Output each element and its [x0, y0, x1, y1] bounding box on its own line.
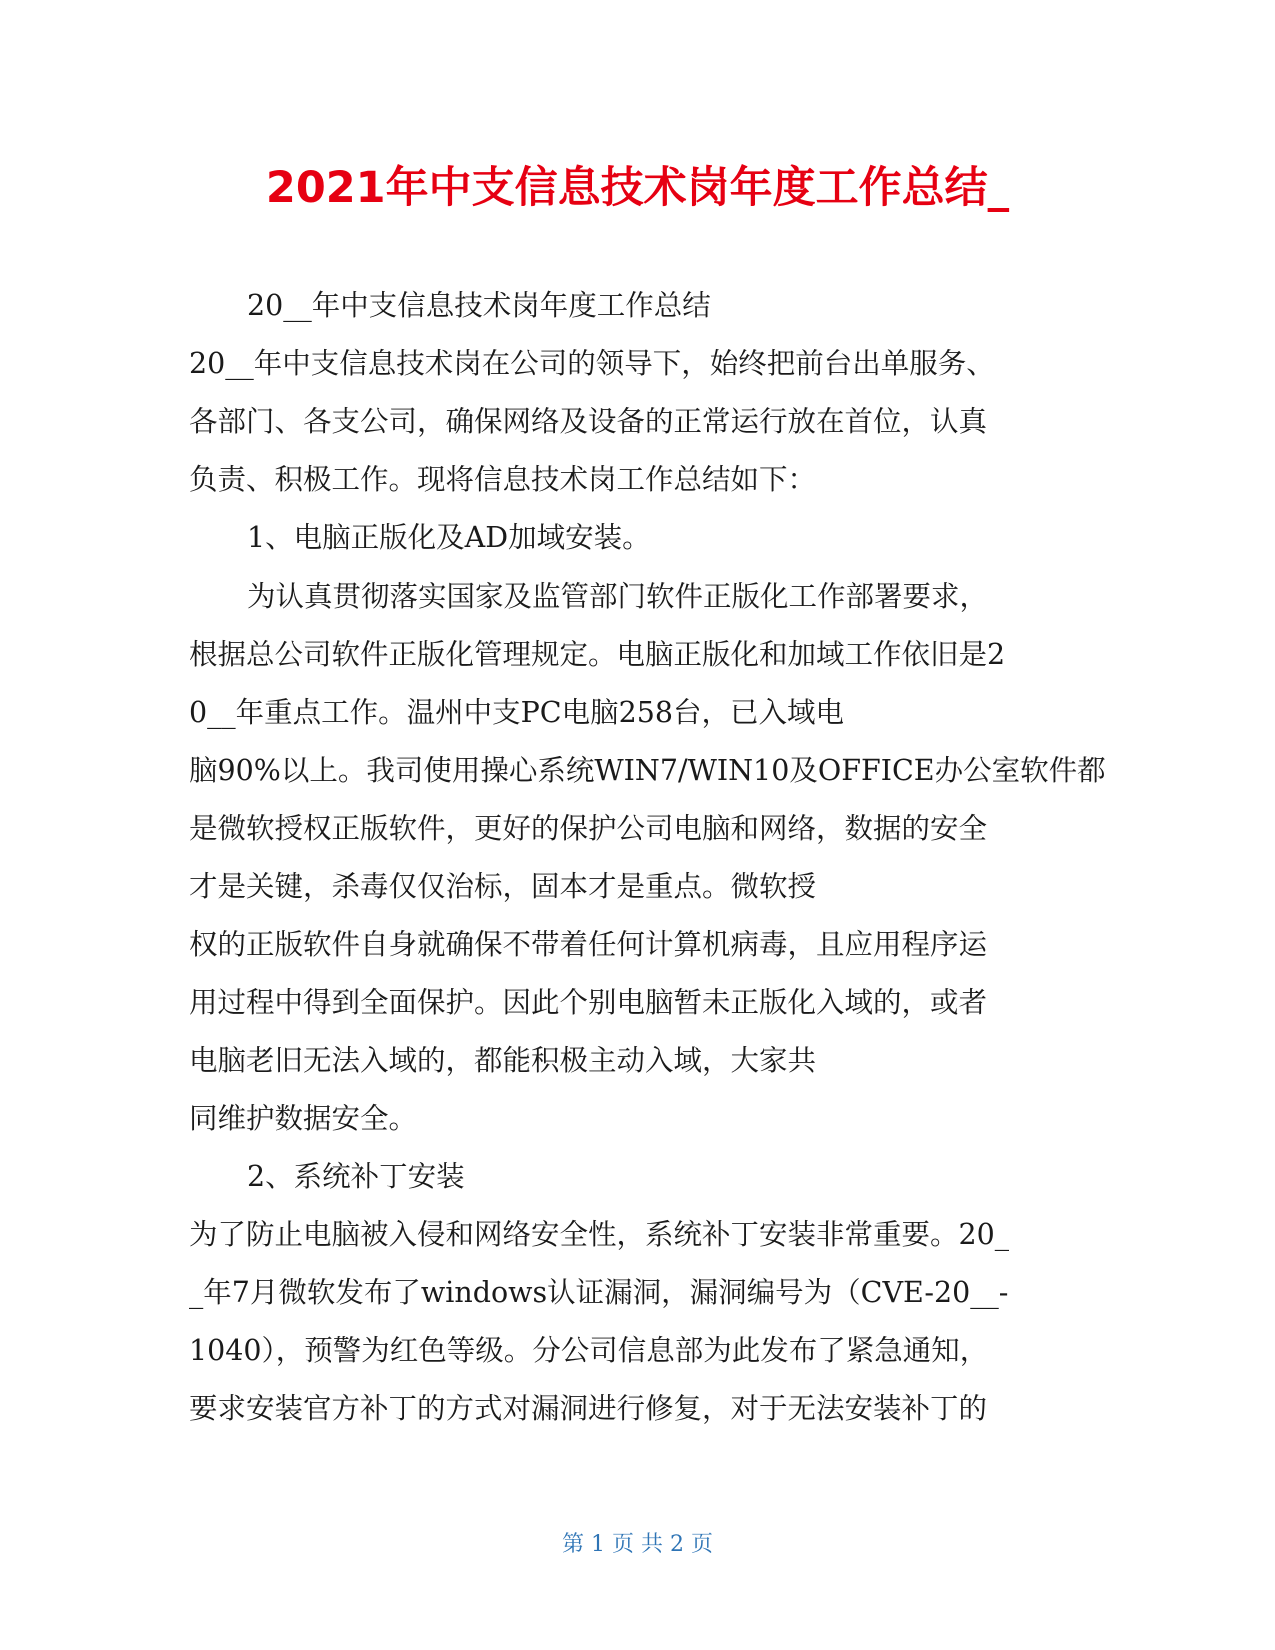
body-line: 要求安装官方补丁的方式对漏洞进行修复，对于无法安装补丁的	[189, 1392, 988, 1425]
document-title: 2021年中支信息技术岗年度工作总结_	[265, 163, 1010, 213]
section-heading: 2、系统补丁安装	[247, 1160, 465, 1193]
body-line: 脑90%以上。我司使用操心系统WIN7/WIN10及OFFICE办公室软件都	[189, 754, 1106, 787]
body-line: 用过程中得到全面保护。因此个别电脑暂未正版化入域的，或者	[189, 986, 988, 1019]
body-line: _年7月微软发布了windows认证漏洞，漏洞编号为（CVE-20__-	[189, 1276, 1009, 1309]
body-line: 负责、积极工作。现将信息技术岗工作总结如下：	[189, 463, 817, 496]
body-line: 为认真贯彻落实国家及监管部门软件正版化工作部署要求，	[247, 580, 989, 613]
body-line: 电脑老旧无法入域的，都能积极主动入域，大家共	[189, 1044, 817, 1077]
body-line: 各部门、各支公司，确保网络及设备的正常运行放在首位，认真	[189, 405, 988, 438]
body-line: 根据总公司软件正版化管理规定。电脑正版化和加域工作依旧是2	[189, 638, 1006, 671]
body-line: 才是关键，杀毒仅仅治标，固本才是重点。微软授	[189, 870, 817, 903]
body-line: 同维护数据安全。	[189, 1102, 418, 1135]
subtitle-line: 20__年中支信息技术岗年度工作总结	[247, 289, 711, 322]
body-line: 0__年重点工作。温州中支PC电脑258台，已入域电	[189, 696, 845, 729]
body-line: 权的正版软件自身就确保不带着任何计算机病毒，且应用程序运	[189, 928, 988, 961]
body-line: 为了防止电脑被入侵和网络安全性，系统补丁安装非常重要。20_	[189, 1218, 1010, 1251]
body-line: 是微软授权正版软件，更好的保护公司电脑和网络，数据的安全	[189, 812, 988, 845]
section-heading: 1、电脑正版化及AD加域安装。	[247, 521, 651, 554]
body-line: 1040），预警为红色等级。分公司信息部为此发布了紧急通知，	[189, 1334, 989, 1367]
page-number-footer: 第 1 页 共 2 页	[562, 1532, 713, 1557]
body-line: 20__年中支信息技术岗在公司的领导下，始终把前台出单服务、	[189, 347, 995, 380]
